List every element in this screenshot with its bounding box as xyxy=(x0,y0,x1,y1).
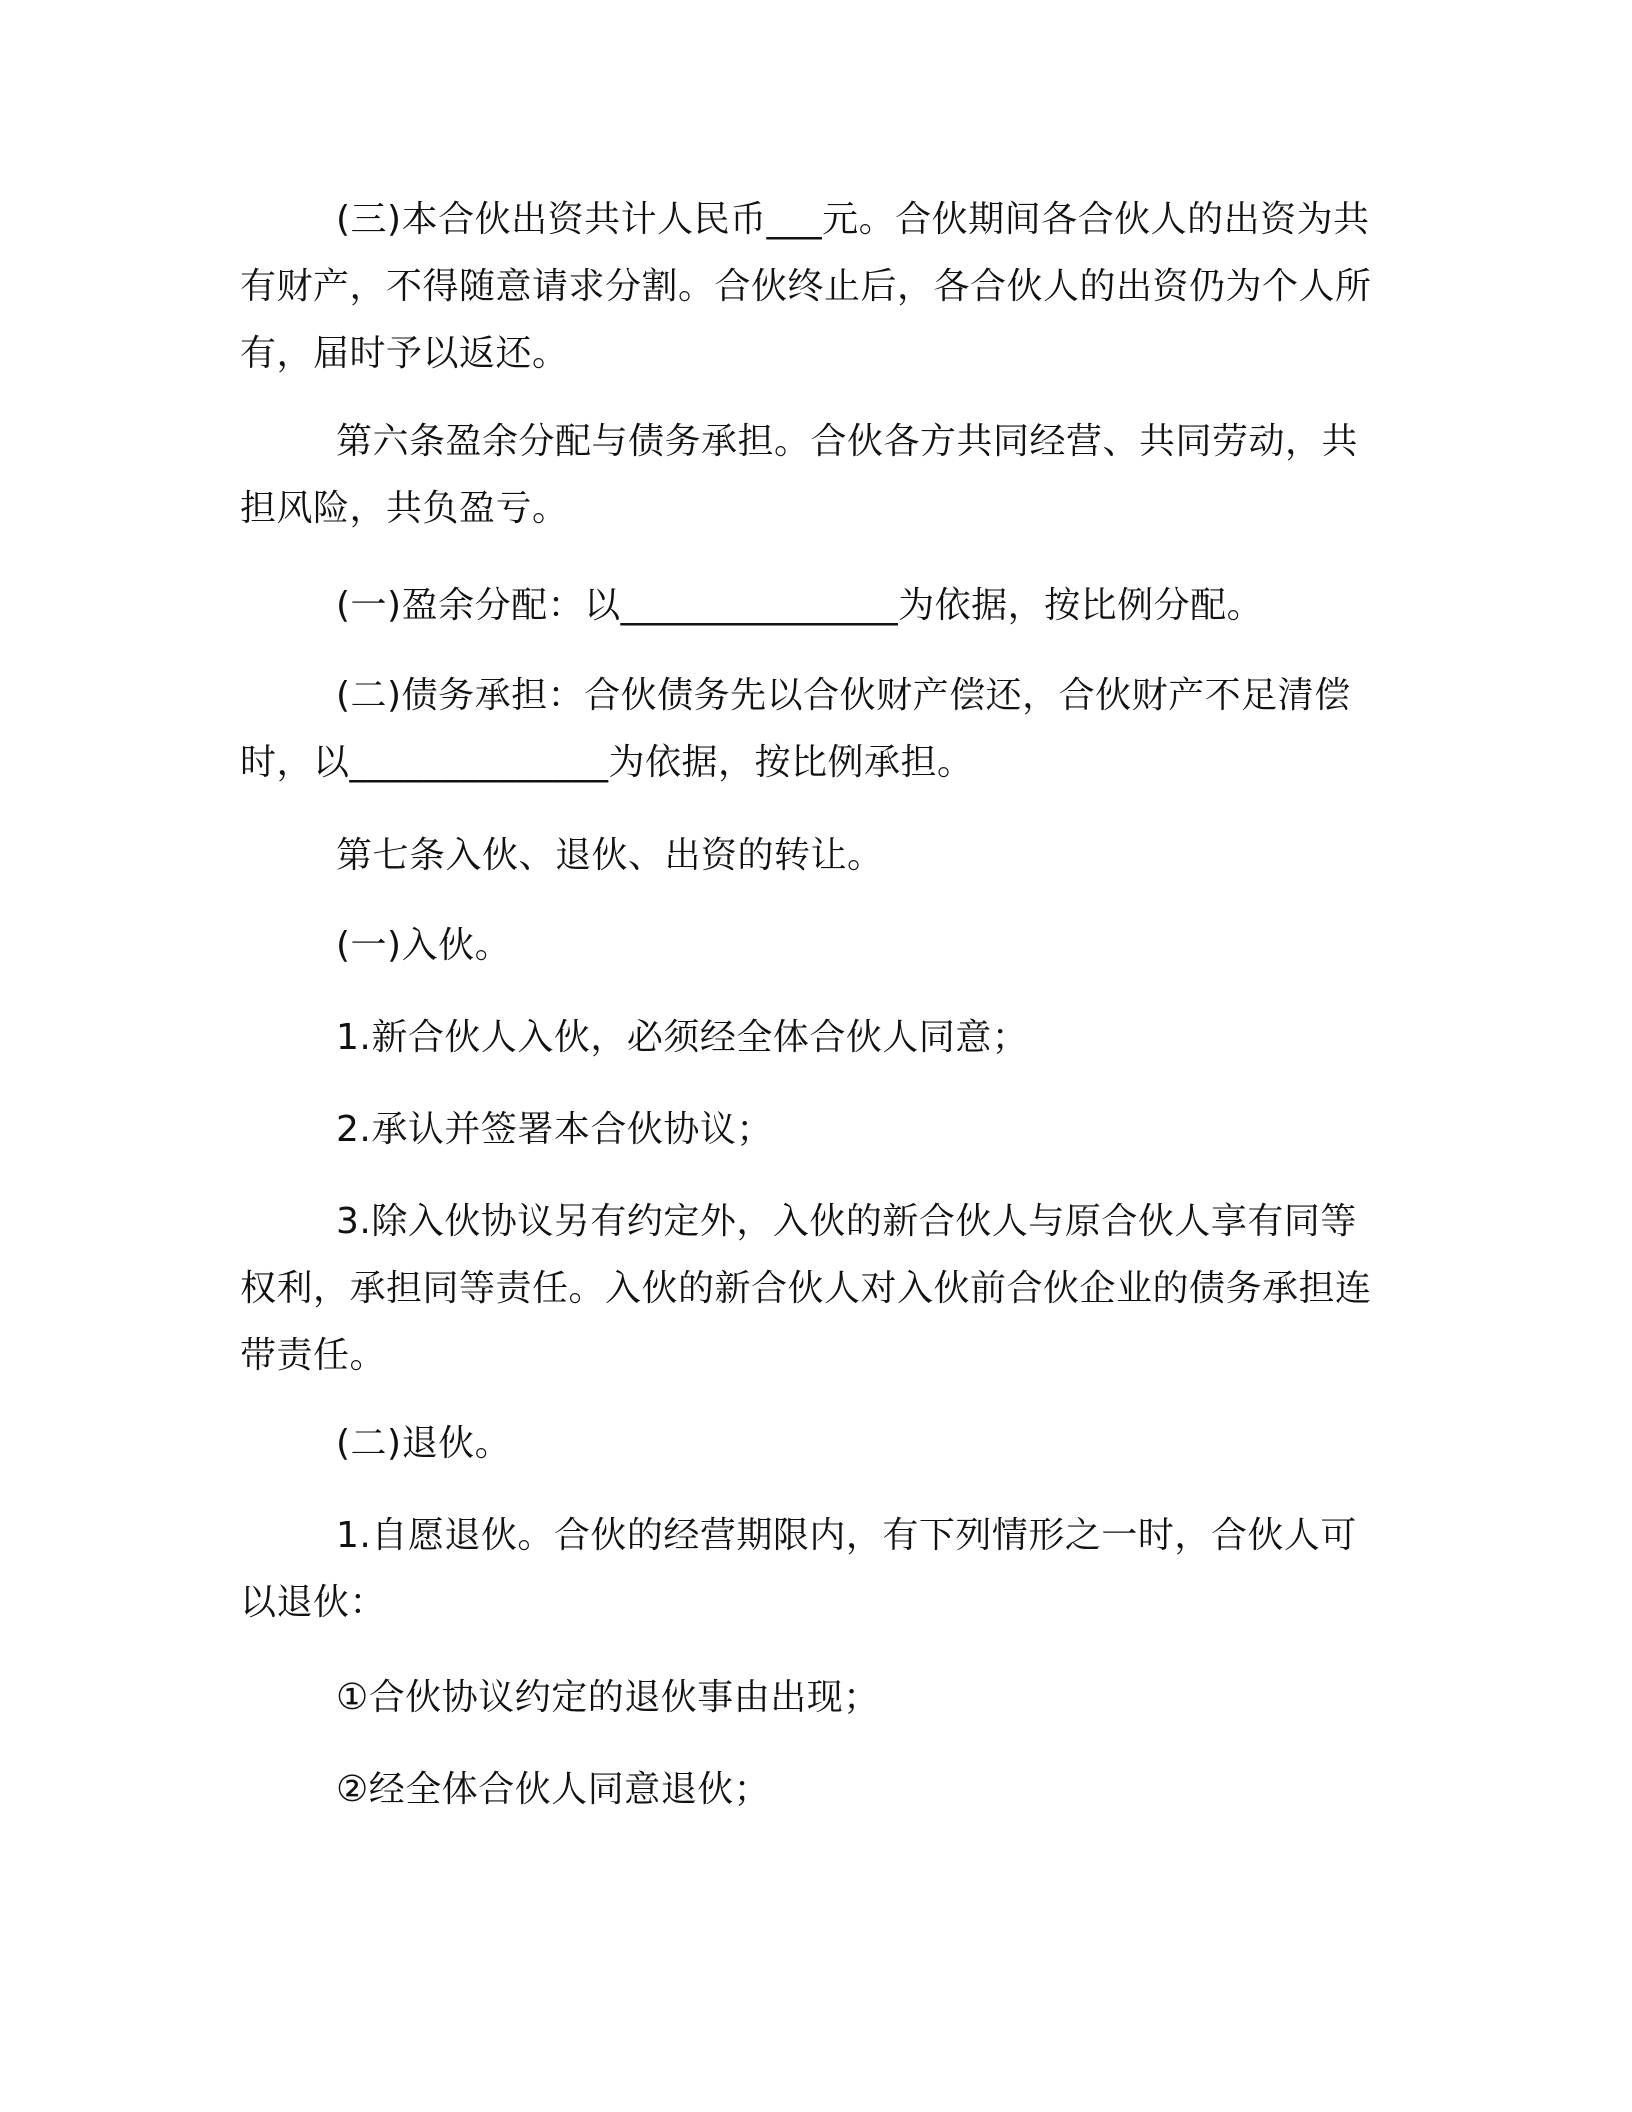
paragraph-withdrawal-cause-2: ②经全体合伙人同意退伙； xyxy=(336,1769,771,1810)
paragraph-article-7-admission-withdrawal: 第七条入伙、退伙、出资的转让。 xyxy=(336,835,884,876)
paragraph-article-6-profit-debt: 第六条盈余分配与债务承担。合伙各方共同经营、共同劳动，共担风险，共负盈亏。 xyxy=(240,421,1359,529)
paragraph-voluntary-withdrawal: 1.自愿退伙。合伙的经营期限内，有下列情形之一时，合伙人可以退伙： xyxy=(240,1515,1357,1623)
paragraph-admission-item-2: 2.承认并签署本合伙协议； xyxy=(336,1109,773,1150)
paragraph-profit-distribution: (一)盈余分配：以_______________为依据，按比例分配。 xyxy=(336,585,1264,626)
paragraph-capital-contribution: (三)本合伙出资共计人民币___元。合伙期间各合伙人的出资为共有财产，不得随意请求分割。合伙终止后，各合伙人的出资仍为个人所有，届时予以返还。 xyxy=(240,199,1372,374)
paragraph-withdrawal-cause-1: ①合伙协议约定的退伙事由出现； xyxy=(336,1677,880,1718)
paragraph-withdrawal-heading: (二)退伙。 xyxy=(336,1423,512,1464)
paragraph-admission-heading: (一)入伙。 xyxy=(336,925,512,966)
paragraph-admission-item-3: 3.除入伙协议另有约定外，入伙的新合伙人与原合伙人享有同等权利，承担同等责任。入伙的新合伙人对入伙前合伙企业的债务承担连带责任。 xyxy=(240,1201,1372,1376)
paragraph-admission-item-1: 1.新合伙人入伙，必须经全体合伙人同意； xyxy=(336,1017,1029,1058)
paragraph-debt-bearing: (二)债务承担：合伙债务先以合伙财产偿还，合伙财产不足清偿时，以______________为依据，按比例承担。 xyxy=(240,675,1351,783)
